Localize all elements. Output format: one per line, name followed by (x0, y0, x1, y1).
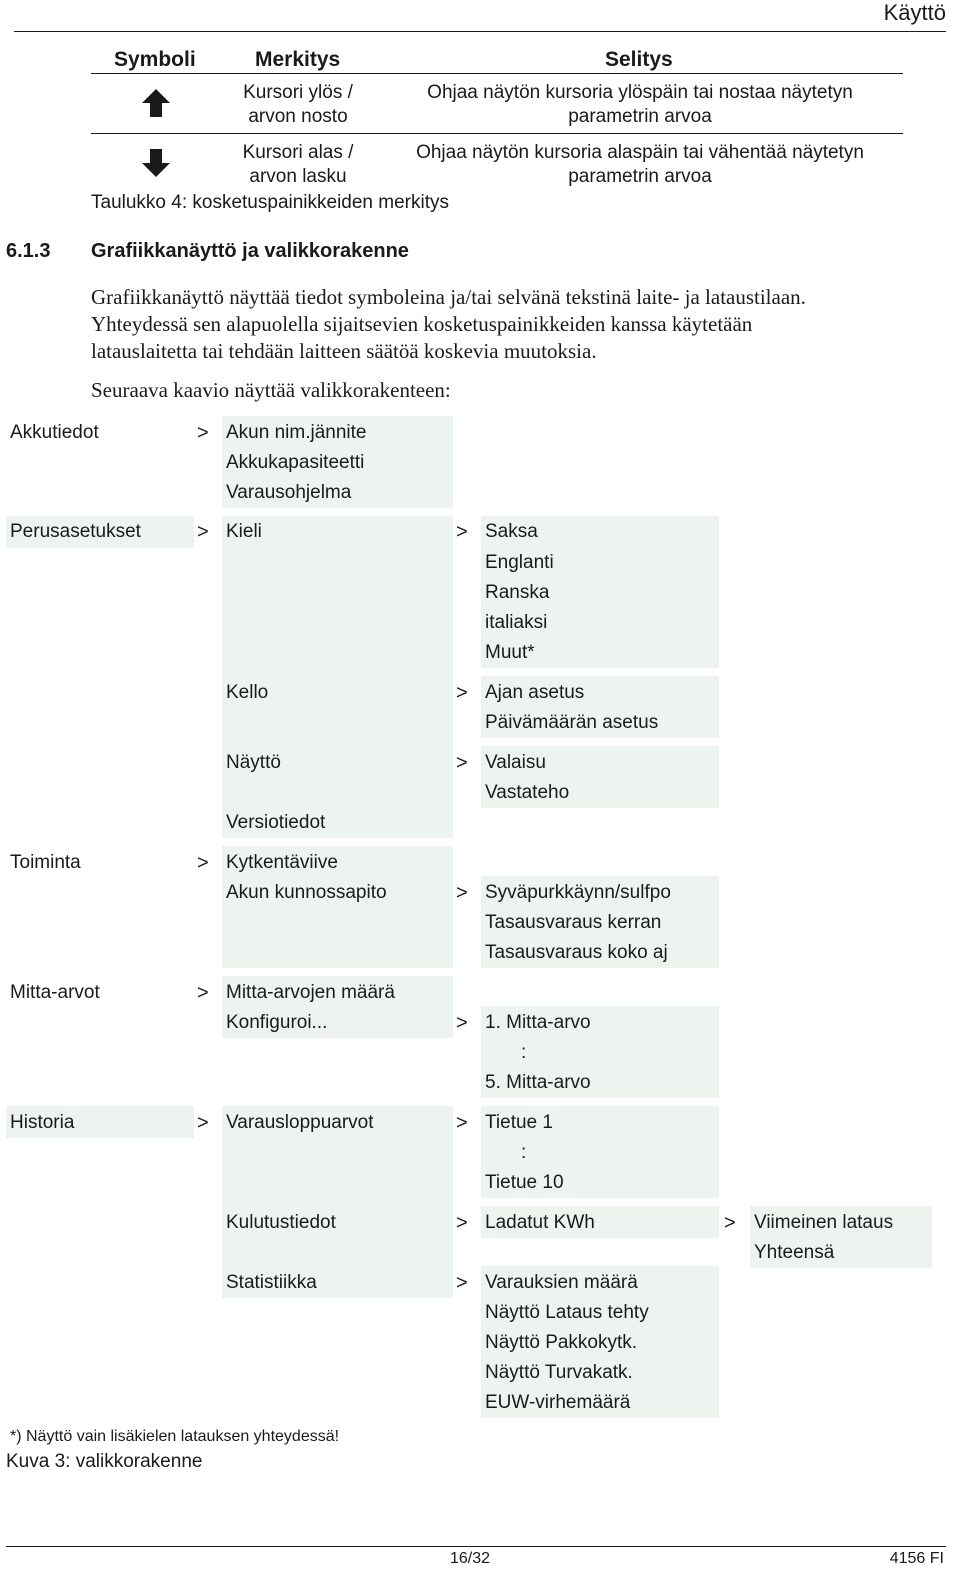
menu-item: Tietue 10 (485, 1172, 564, 1193)
arrow-up-icon (141, 88, 171, 118)
page-number: 16/32 (450, 1550, 491, 1567)
menu-item: Yhteensä (754, 1242, 835, 1263)
menu-perusasetukset: Perusasetukset (10, 521, 141, 542)
menu-arrow: > (456, 752, 468, 774)
menu-item: 1. Mitta-arvo (485, 1012, 591, 1033)
menu-arrow: > (197, 852, 209, 874)
menu-item: Viimeinen lataus (754, 1212, 894, 1233)
menu-item-versio: Versiotiedot (226, 812, 326, 833)
table-rule-mid (91, 133, 903, 134)
menu-item: EUW-virhemäärä (485, 1392, 631, 1413)
menu-item: Englanti (485, 552, 554, 573)
menu-item: 5. Mitta-arvo (485, 1072, 591, 1093)
menu-arrow: > (456, 1212, 468, 1234)
menu-arrow: > (456, 1272, 468, 1294)
diagram-intro: Seuraava kaavio näyttää valikkorakenteen: (91, 378, 451, 402)
meaning-down: Kursori alas / arvon lasku (242, 142, 354, 187)
table-rule-top (91, 73, 903, 74)
menu-item: Saksa (485, 521, 538, 542)
th-description: Selitys (605, 48, 673, 71)
menu-arrow: > (456, 1112, 468, 1134)
figure-caption: Kuva 3: valikkorakenne (6, 1451, 203, 1472)
menu-item: Konfiguroi... (226, 1012, 328, 1033)
arrow-down-icon (141, 148, 171, 178)
menu-historia: Historia (10, 1112, 75, 1133)
menu-arrow: > (456, 1012, 468, 1034)
box-perus-sub (222, 516, 453, 838)
menu-item: Vastateho (485, 782, 570, 803)
menu-ellipsis: : (521, 1042, 527, 1063)
menu-item-kieli: Kieli (226, 521, 262, 542)
footer-rule (6, 1546, 946, 1547)
section-title: Grafiikkanäyttö ja valikkorakenne (91, 240, 409, 262)
menu-toiminta: Toiminta (10, 852, 81, 873)
menu-item: Akun kunnossapito (226, 882, 387, 903)
menu-item: Statistiikka (226, 1272, 317, 1293)
menu-item: Päivämäärän asetus (485, 712, 659, 733)
menu-item: Kulutustiedot (226, 1212, 336, 1233)
th-symbol: Symboli (114, 48, 196, 71)
menu-ellipsis: : (521, 1142, 527, 1163)
header-rule (14, 31, 946, 32)
menu-item: Valaisu (485, 752, 546, 773)
menu-arrow: > (197, 521, 209, 543)
desc-down: Ohjaa näytön kursoria alaspäin tai vähentää näytetyn parametrin arvoa (416, 142, 864, 187)
menu-mitta-arvot: Mitta-arvot (10, 982, 100, 1003)
menu-item: Tietue 1 (485, 1112, 553, 1133)
menu-item: Akun nim.jännite (226, 422, 367, 443)
menu-arrow: > (456, 521, 468, 543)
menu-item: Muut* (485, 642, 535, 663)
menu-item-naytto: Näyttö (226, 752, 281, 773)
table-caption: Taulukko 4: kosketuspainikkeiden merkitys (91, 192, 450, 213)
menu-item: Ladatut KWh (485, 1212, 595, 1233)
menu-item: Syväpurkkäynn/sulfpo (485, 882, 671, 903)
menu-item: Varausohjelma (226, 482, 352, 503)
menu-item: Akkukapasiteetti (226, 452, 365, 473)
menu-akkutiedot: Akkutiedot (10, 422, 99, 443)
menu-arrow: > (456, 682, 468, 704)
menu-arrow: > (197, 1112, 209, 1134)
menu-arrow: > (724, 1212, 736, 1234)
section-number: 6.1.3 (6, 240, 51, 262)
menu-item: Näyttö Turvakatk. (485, 1362, 633, 1383)
doc-number: 4156 FI (889, 1550, 944, 1567)
menu-item: Ajan asetus (485, 682, 585, 703)
footnote: *) Näyttö vain lisäkielen latauksen yhteydessä! (10, 1428, 340, 1445)
menu-item: Kytkentäviive (226, 852, 338, 873)
body-paragraph: Grafiikkanäyttö näyttää tiedot symboleina ja/tai selvänä tekstinä laite- ja lataustilaan. Yhteydessä sen alapuolella sijaitsevien kosketuspainikkeiden kanssa käytetään latauslaitetta tai tehdään laitteen säätöä koskevia muutoksia. (91, 285, 806, 363)
menu-item: Mitta-arvojen määrä (226, 982, 395, 1003)
menu-item: Näyttö Lataus tehty (485, 1302, 649, 1323)
menu-item: italiaksi (485, 612, 548, 633)
menu-item: Varausloppuarvot (226, 1112, 374, 1133)
menu-item: Tasausvaraus kerran (485, 912, 662, 933)
section-header: Käyttö (883, 0, 946, 25)
menu-item: Ranska (485, 582, 550, 603)
menu-item: Tasausvaraus koko aj (485, 942, 668, 963)
desc-up: Ohjaa näytön kursoria ylöspäin tai nostaa näytetyn parametrin arvoa (427, 82, 853, 127)
menu-item: Näyttö Pakkokytk. (485, 1332, 638, 1353)
th-meaning: Merkitys (255, 48, 341, 71)
menu-item-kello: Kello (226, 682, 269, 703)
menu-arrow: > (197, 422, 209, 444)
menu-arrow: > (456, 882, 468, 904)
menu-arrow: > (197, 982, 209, 1004)
meaning-up: Kursori ylös / arvon nosto (243, 82, 353, 127)
menu-item: Varauksien määrä (485, 1272, 638, 1293)
